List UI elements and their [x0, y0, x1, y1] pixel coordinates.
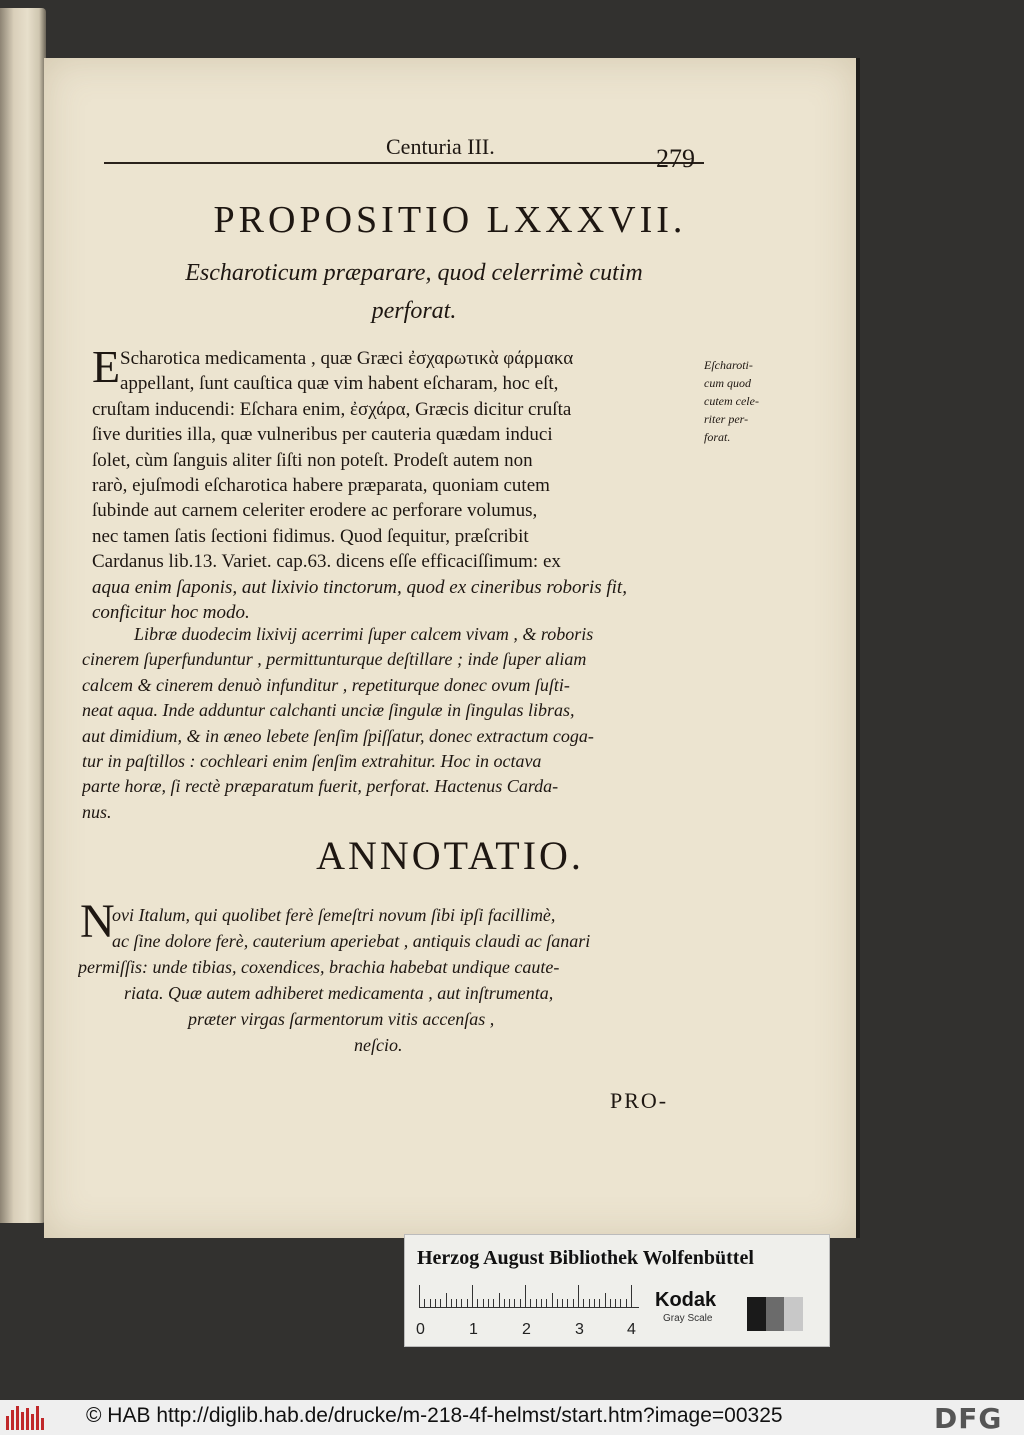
- text-line: parte horæ, ſi rectè præparatum fuerit, perforat. Hactenus Carda-: [82, 776, 559, 797]
- margin-note-line: Eſcharoti-: [704, 358, 753, 372]
- ruler-number: 4: [627, 1321, 636, 1338]
- annotation-title: ANNOTATIO.: [316, 833, 584, 878]
- ruler-tick: [552, 1293, 553, 1307]
- logo-bar: [36, 1406, 39, 1430]
- text-line: conficitur hoc modo.: [92, 602, 250, 624]
- ruler-tick: [419, 1285, 420, 1307]
- ruler-tick: [451, 1299, 452, 1307]
- main-paragraph: [92, 341, 702, 625]
- page-number: 279: [656, 144, 695, 173]
- ruler-tick: [446, 1293, 447, 1307]
- ruler-tick: [541, 1299, 542, 1307]
- logo-bar: [41, 1418, 44, 1430]
- footer-bar: [0, 1400, 1024, 1435]
- ruler-tick: [557, 1299, 558, 1307]
- text-line: cinerem ſuperfunduntur , permittunturque deſtillare ; inde ſuper aliam: [82, 649, 587, 670]
- ruler-tick: [615, 1299, 616, 1307]
- logo-bar: [26, 1408, 29, 1430]
- ruler-tick: [567, 1299, 568, 1307]
- text-line: neat aqua. Inde adduntur calchanti unciæ ſingulæ in ſingulas libras,: [82, 700, 575, 721]
- recipe-paragraph: [82, 622, 704, 825]
- ruler-tick: [589, 1299, 590, 1307]
- margin-note: [704, 356, 788, 446]
- ruler-tick: [530, 1299, 531, 1307]
- text-line: cruſtam inducendi: Eſchara enim, ἐσχάρα, Græcis dicitur cruſta: [92, 398, 572, 420]
- text-line: ovi Italum, qui quolibet ferè ſemeſtri novum ſibi ipſi facillimè,: [112, 905, 556, 925]
- ruler-tick: [424, 1299, 425, 1307]
- ruler-number: 0: [416, 1321, 425, 1338]
- text-line: Cardanus lib.13. Variet. cap.63. dicens eſſe efficaciſſimum: ex: [92, 551, 561, 573]
- ruler-tick: [472, 1285, 473, 1307]
- ruler-tick: [514, 1299, 515, 1307]
- ruler-tick: [525, 1285, 526, 1307]
- ruler-tick: [631, 1285, 632, 1307]
- text-line: nus.: [82, 801, 112, 822]
- subtitle-line: perforat.: [371, 298, 457, 324]
- annotation-paragraph: [78, 902, 698, 1058]
- ruler-number: 2: [522, 1321, 531, 1338]
- running-header: [104, 134, 704, 170]
- text-line: præter virgas ſarmentorum vitis accenſas ,: [188, 1009, 495, 1029]
- ruler-tick: [499, 1293, 500, 1307]
- ruler-tick: [599, 1299, 600, 1307]
- ruler-tick: [493, 1299, 494, 1307]
- text-line: tur in paſtillos : cochleari enim ſenſim extrahitur. Hoc in octava: [82, 751, 542, 772]
- gray-swatch: [766, 1297, 785, 1331]
- ruler-tick: [456, 1299, 457, 1307]
- ruler-number: 1: [469, 1321, 478, 1338]
- library-name: Herzog August Bibliothek Wolfenbüttel: [417, 1247, 754, 1269]
- dfg-logo: DFG: [934, 1402, 1003, 1435]
- ruler-tick: [461, 1299, 462, 1307]
- ruler-tick: [546, 1299, 547, 1307]
- book-left-page-edge: [0, 8, 46, 1223]
- margin-note-line: cum quod: [704, 376, 751, 390]
- ruler-tick: [578, 1285, 579, 1307]
- text-line: nec tamen ſatis ſectioni fidimus. Quod ſequitur, præſcribit: [92, 525, 529, 547]
- ruler-tick: [573, 1299, 574, 1307]
- text-line: neſcio.: [354, 1035, 403, 1055]
- logo-bar: [11, 1410, 14, 1430]
- gray-swatch: [784, 1297, 803, 1331]
- logo-bar: [21, 1412, 24, 1430]
- catchword: PRO-: [610, 1088, 669, 1113]
- margin-note-line: riter per-: [704, 412, 749, 426]
- text-line: riata. Quæ autem adhiberet medicamenta , aut inſtrumenta,: [124, 983, 554, 1003]
- text-line: calcem & cinerem denuò infunditur , repetiturque donec ovum ſuſti-: [82, 674, 570, 695]
- color-scale-card: [404, 1234, 830, 1347]
- ruler-tick: [620, 1299, 621, 1307]
- ruler-tick: [483, 1299, 484, 1307]
- ruler-tick: [583, 1299, 584, 1307]
- subtitle-line: Escharoticum præparare, quod celerrimè cutim: [185, 260, 643, 286]
- footer-citation: © HAB http://diglib.hab.de/drucke/m-218-4f-helmst/start.htm?image=00325: [86, 1404, 783, 1427]
- drop-capital: E: [92, 341, 121, 392]
- hab-logo-icon: [6, 1406, 46, 1430]
- ruler-tick: [430, 1299, 431, 1307]
- text-line: appellant, ſunt cauſtica quæ vim habent eſcharam, hoc eſt,: [120, 373, 559, 395]
- header-rule: [104, 162, 704, 164]
- text-line: Scharotica medicamenta , quæ Græci ἐσχαρωτικὰ φάρμακα: [120, 348, 574, 369]
- ruler-tick: [626, 1299, 627, 1307]
- proposition-title: PROPOSITIO LXXXVII.: [213, 199, 687, 241]
- page-content: [44, 58, 856, 1238]
- text-line: ſolet, cùm ſanguis aliter ſiſti non poteſt. Prodeſt autem non: [92, 449, 533, 471]
- proposition-subtitle: [114, 254, 714, 330]
- text-line: aut dimidium, & in æneo lebete ſenſim ſpiſſatur, donec extractum coga-: [82, 725, 594, 746]
- logo-bar: [6, 1416, 9, 1430]
- ruler-ticks: [419, 1285, 639, 1308]
- ruler-tick: [562, 1299, 563, 1307]
- text-line: permiſſis: unde tibias, coxendices, brachia habebat undique caute-: [78, 957, 560, 977]
- text-line: ſive durities illa, quæ vulneribus per cauteria quædam induci: [92, 424, 553, 446]
- ruler-tick: [536, 1299, 537, 1307]
- ruler-tick: [520, 1299, 521, 1307]
- ruler-number: 3: [575, 1321, 584, 1338]
- running-header-title: Centuria III.: [378, 134, 503, 160]
- gray-swatch: [747, 1297, 766, 1331]
- ruler-tick: [610, 1299, 611, 1307]
- ruler-tick: [477, 1299, 478, 1307]
- ruler-tick: [605, 1293, 606, 1307]
- text-line: aqua enim ſaponis, aut lixivio tinctorum, quod ex cineribus roboris fit,: [92, 576, 627, 598]
- text-line: rarò, ejuſmodi eſcharotica habere præparata, quoniam cutem: [92, 475, 550, 497]
- text-line: Libræ duodecim lixivij acerrimi ſuper calcem vivam , & roboris: [134, 624, 594, 644]
- ruler-tick: [488, 1299, 489, 1307]
- logo-bar: [16, 1406, 19, 1430]
- gray-swatches: [747, 1297, 803, 1331]
- ruler: [416, 1285, 639, 1338]
- ruler-tick: [440, 1299, 441, 1307]
- text-line: ſubinde aut carnem celeriter erodere ac perforare volumus,: [92, 500, 538, 522]
- gray-scale-label: Gray Scale: [663, 1313, 713, 1324]
- ruler-tick: [594, 1299, 595, 1307]
- ruler-tick: [509, 1299, 510, 1307]
- margin-note-line: forat.: [704, 430, 731, 444]
- ruler-tick: [504, 1299, 505, 1307]
- ruler-tick: [435, 1299, 436, 1307]
- kodak-brand: Kodak: [655, 1289, 717, 1311]
- logo-bar: [31, 1414, 34, 1430]
- margin-note-line: cutem cele-: [704, 394, 759, 408]
- drop-capital: N: [80, 895, 115, 948]
- text-line: ac ſine dolore ferè, cauterium aperiebat , antiquis claudi ac ſanari: [112, 931, 591, 951]
- ruler-tick: [467, 1299, 468, 1307]
